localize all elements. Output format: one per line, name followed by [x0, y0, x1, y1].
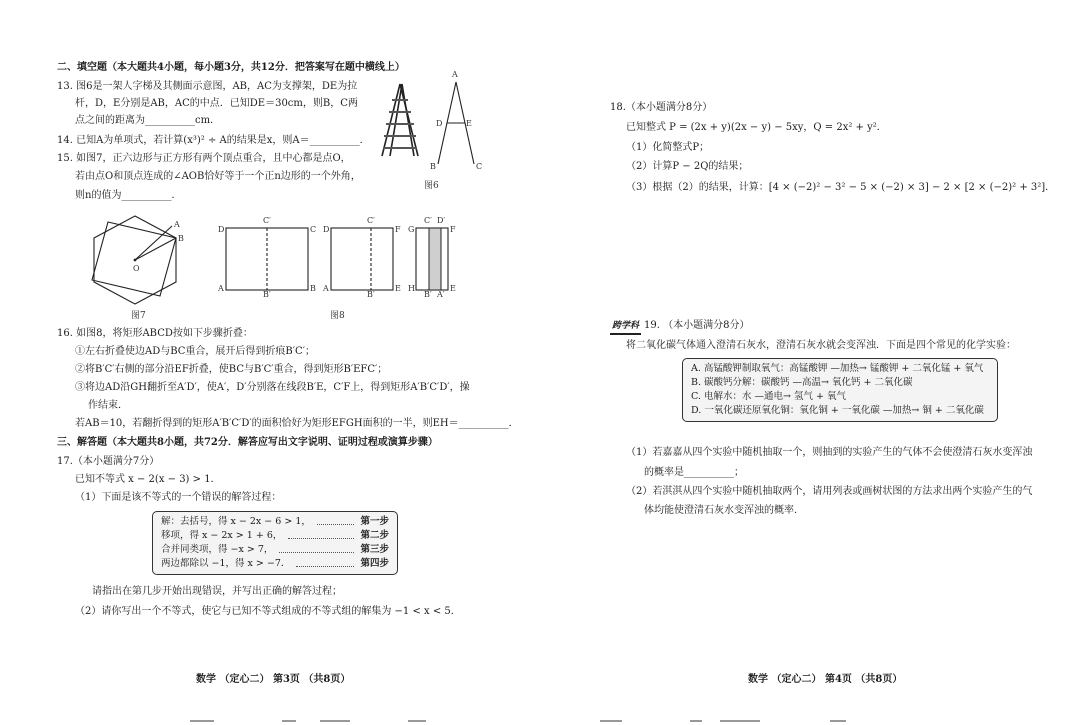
- fig8-c-label-cp: C′: [424, 216, 432, 225]
- q17-step-3: 合并同类项，得 −x > 7， 第三步: [161, 544, 389, 555]
- q15-line2: 若由点O和顶点连成的∠AOB恰好等于一个正n边形的一个外角，: [75, 171, 361, 182]
- q15-line3: 则n的值为__________．: [75, 190, 182, 201]
- q19-experiment-a: A. 高锰酸钾制取氧气：高锰酸钾 —加热→ 锰酸钾 + 二氧化锰 + 氧气: [691, 363, 984, 374]
- fig7-label-a: A: [174, 220, 180, 229]
- footer-page-4: 数学 （定心二） 第4页 （共8页）: [748, 674, 903, 685]
- fig8-caption: 图8: [330, 311, 345, 321]
- q17-solution-box: [152, 511, 398, 575]
- q19-part1-line1: （1）若嘉嘉从四个实验中随机抽取一个，则抽到的实验产生的气体不会使澄清石灰水变浑浊: [626, 447, 1033, 458]
- q17-step-1: 解：去括号，得 x − 2x − 6 > 1， 第一步: [161, 516, 389, 527]
- figure-7-hexagon-square: [80, 212, 190, 307]
- interdisciplinary-badge: 跨学科: [610, 320, 641, 335]
- section3-heading: 三、解答题（本大题共8小题，共72分．解答应写出文字说明、证明过程或演算步骤）: [57, 437, 438, 448]
- q16-line3: ②将B′C′右侧的部分沿EF折叠，使BC与B′C′重合，得到矩形B′EFC′；: [75, 364, 388, 375]
- fig8-c-label-g: G: [408, 225, 415, 234]
- q17-ask: 请指出在第几步开始出现错误，并写出正确的解答过程；: [92, 586, 342, 597]
- q18-part1: （1）化简整式P；: [626, 142, 710, 153]
- fig6-label-e: E: [466, 119, 472, 128]
- fig8-c-label-f: F: [450, 225, 456, 234]
- q19-part1-line2: 的概率是__________；: [644, 467, 744, 478]
- q13-line2: 杆，D，E分别是AB，AC的中点．已知DE＝30cm，则B，C两: [75, 98, 358, 109]
- fig8-c-label-dp: D′: [437, 216, 446, 225]
- q17-part2: （2）请你写出一个不等式，使它与已知不等式组成的不等式组的解集为 −1 < x < 5．: [75, 606, 461, 617]
- q19-experiment-b: B. 碳酸钙分解：碳酸钙 —高温→ 氧化钙 + 二氧化碳: [691, 377, 913, 388]
- q17-step-2: 移项，得 x − 2x > 1 + 6， 第二步: [161, 530, 389, 541]
- q17-part1: （1）下面是该不等式的一个错误的解答过程：: [75, 492, 282, 503]
- q19-part2-line1: （2）若淇淇从四个实验中随机抽取两个，请用列表或画树状图的方法求出两个实验产生的气: [626, 486, 1033, 497]
- fig6-label-c: C: [476, 162, 483, 171]
- fig8-a-label-a: A: [218, 284, 224, 293]
- q13-line3: 点之间的距离为__________cm．: [75, 115, 221, 126]
- scan-edge-marks: [0, 717, 1080, 725]
- q19-title-row: [610, 319, 749, 335]
- q19-experiments-box: [682, 358, 998, 422]
- q15-line1: 15. 如图7，正六边形与正方形有两个顶点重合，且中心都是点O，: [57, 153, 351, 164]
- q16-line4: ③将边AD沿GH翻折至A′D′，使A′，D′分别落在线段B′E，C′F上，得到矩形A′B′C′D′，操: [75, 382, 470, 393]
- fig8-c-label-bp: B′: [424, 290, 432, 299]
- q19-part2-line2: 体均能使澄清石灰水变浑浊的概率．: [644, 505, 804, 516]
- fig6-caption: 图6: [424, 181, 439, 191]
- fig8-a-label-d: D: [218, 225, 225, 234]
- fig8-c-label-h: H: [408, 284, 415, 293]
- q13-line1: 13. 图6是一架人字梯及其侧面示意图，AB，AC为支撑架，DE为拉: [57, 81, 358, 92]
- q17-given: 已知不等式 x − 2(x − 3) > 1．: [75, 474, 221, 485]
- fig6-label-a: A: [452, 70, 458, 79]
- q18-part3: （3）根据（2）的结果，计算：[4 × (−2)² − 3² − 5 × (−2) × 3] − 2 × [2 × (−2)² + 3²]．: [626, 182, 1056, 193]
- fig8-a-label-c: C: [310, 225, 317, 234]
- q16-line2: ①左右折叠使边AD与BC重合，展开后得到折痕B′C′；: [75, 346, 315, 357]
- fig6-label-b: B: [430, 162, 436, 171]
- footer-page-3: 数学 （定心二） 第3页 （共8页）: [196, 674, 351, 685]
- exam-page-4: [540, 0, 1080, 725]
- fig8-a-label-bp: B′: [263, 290, 271, 299]
- fig8-b-label-e: E: [395, 284, 401, 293]
- q17-step-4: 两边都除以 −1，得 x > −7． 第四步: [161, 558, 389, 569]
- q16-line6: 若AB＝10，若翻折得到的矩形A′B′C′D′的面积恰好为矩形EFGH面积的一半，则EH＝__________．: [75, 418, 519, 429]
- fig7-caption: 图7: [131, 311, 146, 321]
- q18-part2: （2）计算P − 2Q的结果；: [626, 161, 749, 172]
- figure-8-folding: [216, 216, 461, 299]
- q16-line5: 作结束．: [88, 400, 128, 411]
- q14-line: 14. 已知A为单项式，若计算(x³)² ÷ A的结果是x，则A＝__________．: [57, 135, 370, 146]
- fig8-c-label-e: E: [450, 284, 456, 293]
- fig7-label-b: B: [178, 234, 184, 243]
- q19-intro: 将二氧化碳气体通入澄清石灰水，澄清石灰水就会变浑浊．下面是四个常见的化学实验：: [626, 340, 1016, 351]
- q19-experiment-d: D. 一氧化碳还原氧化铜：氧化铜 + 一氧化碳 —加热→ 铜 + 二氧化碳: [691, 405, 984, 416]
- fig8-b-label-f: F: [395, 225, 401, 234]
- fig8-b-label-bp: B′: [367, 290, 375, 299]
- fig8-a-label-b: B: [310, 284, 316, 293]
- q19-title: 19. （本小题满分8分）: [644, 320, 750, 331]
- fig8-c-label-ap: A′: [437, 290, 445, 299]
- q17-title: 17.（本小题满分7分）: [57, 456, 160, 467]
- fig7-label-o: O: [133, 264, 140, 273]
- q19-experiment-c: C. 电解水：水 —通电→ 氢气 + 氧气: [691, 391, 846, 402]
- q18-given: 已知整式 P = (2x + y)(2x − y) − 5xy，Q = 2x² + y²．: [626, 122, 887, 133]
- section2-heading: 二、填空题（本大题共4小题，每小题3分，共12分．把答案写在题中横线上）: [57, 62, 405, 73]
- fig8-a-label-cp: C′: [263, 216, 271, 225]
- fig8-b-label-a: A: [323, 284, 329, 293]
- fig8-b-label-cp: C′: [367, 216, 375, 225]
- fig8-b-label-d: D: [323, 225, 330, 234]
- fig6-label-d: D: [436, 119, 443, 128]
- q16-line1: 16. 如图8，将矩形ABCD按如下步骤折叠：: [57, 328, 253, 339]
- figure-6-ladder: [370, 70, 500, 176]
- q18-title: 18.（本小题满分8分）: [610, 102, 713, 113]
